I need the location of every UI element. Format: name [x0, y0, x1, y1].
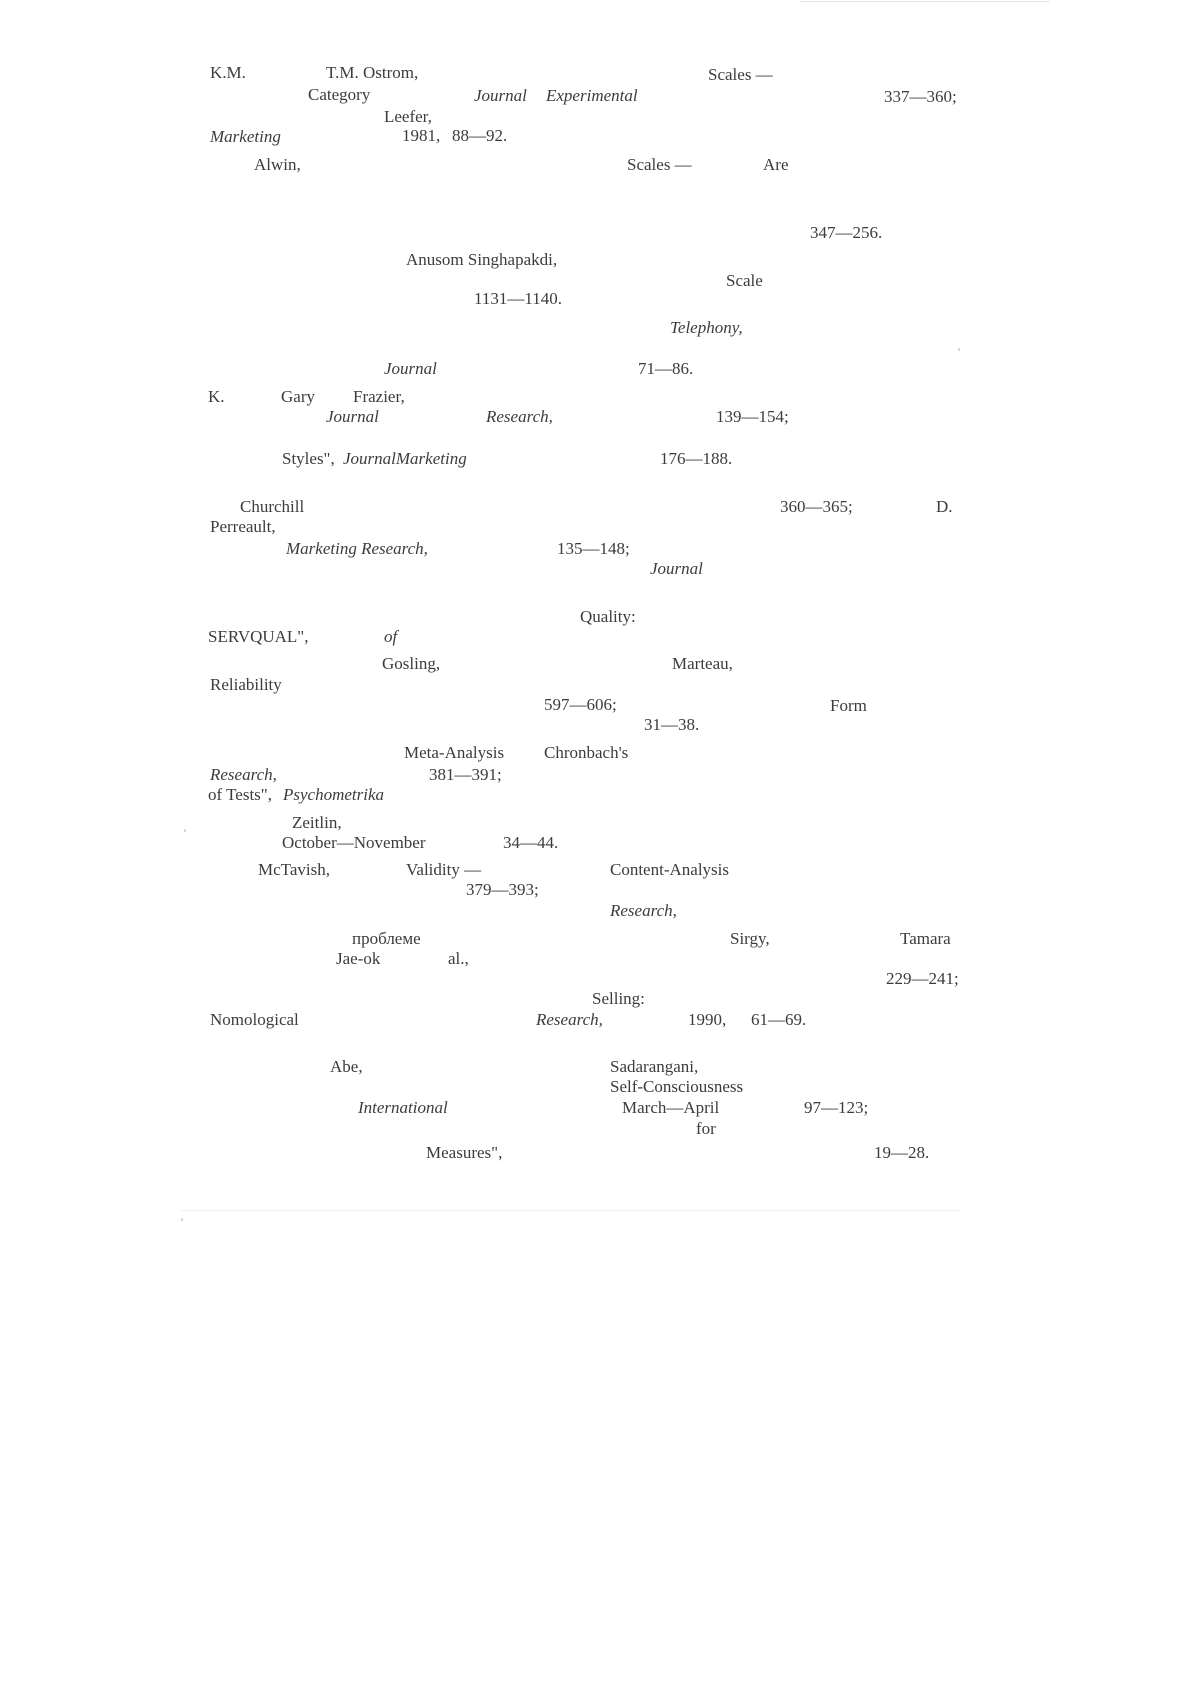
- ref-fragment: Journal: [384, 359, 437, 378]
- ref-fragment: Perreault,: [210, 517, 276, 536]
- scan-edge-line: [800, 1, 1050, 2]
- ref-fragment: 1990,: [688, 1010, 727, 1029]
- ref-fragment: 139—154;: [716, 407, 789, 426]
- ref-fragment: Leefer,: [384, 107, 432, 126]
- ref-fragment: International: [358, 1098, 448, 1117]
- ref-fragment: Marketing Research,: [286, 539, 428, 558]
- ref-fragment: of Tests",: [208, 785, 272, 804]
- ref-fragment: Are: [763, 155, 789, 174]
- ref-fragment: Anusom Singhapakdi,: [406, 250, 558, 269]
- ref-fragment: October—November: [282, 833, 426, 852]
- ref-fragment: Research,: [210, 765, 277, 784]
- ref-fragment: Reliability: [210, 675, 282, 694]
- ref-fragment: Churchill: [240, 497, 305, 516]
- ref-fragment: Frazier,: [353, 387, 405, 406]
- ref-fragment: Meta-Analysis: [404, 743, 505, 762]
- ref-fragment: JournalMarketing: [343, 449, 467, 468]
- scan-speck: [181, 1218, 183, 1221]
- ref-fragment: 88—92.: [452, 126, 508, 145]
- ref-fragment: Journal: [474, 86, 527, 105]
- ref-fragment: for: [696, 1119, 716, 1138]
- ref-fragment: D.: [936, 497, 953, 516]
- ref-fragment: Category: [308, 85, 371, 104]
- ref-fragment: K.: [208, 387, 225, 406]
- ref-fragment: Tamara: [900, 929, 951, 948]
- ref-fragment: Quality:: [580, 607, 636, 626]
- ref-fragment: Gary: [281, 387, 315, 406]
- ref-fragment: 135—148;: [557, 539, 630, 558]
- ref-fragment: Telephony,: [670, 318, 743, 337]
- ref-fragment: 1981,: [402, 126, 441, 145]
- ref-fragment: Sadarangani,: [610, 1057, 699, 1076]
- ref-fragment: T.M. Ostrom,: [326, 63, 419, 82]
- ref-fragment: 176—188.: [660, 449, 733, 468]
- ref-fragment: Marteau,: [672, 654, 733, 673]
- ref-fragment: 381—391;: [429, 765, 502, 784]
- ref-fragment: 19—28.: [874, 1143, 930, 1162]
- ref-fragment: Abe,: [330, 1057, 363, 1076]
- ref-fragment: 34—44.: [503, 833, 559, 852]
- ref-fragment: проблеме: [352, 929, 421, 948]
- ref-fragment: Psychometrika: [283, 785, 385, 804]
- ref-fragment: 347—256.: [810, 223, 883, 242]
- ref-fragment: SERVQUAL",: [208, 627, 309, 646]
- ref-fragment: Self-Consciousness: [610, 1077, 744, 1096]
- ref-fragment: Research,: [536, 1010, 603, 1029]
- ref-fragment: 597—606;: [544, 695, 617, 714]
- ref-fragment: Measures",: [426, 1143, 503, 1162]
- ref-fragment: McTavish,: [258, 860, 330, 879]
- ref-fragment: Jae-ok: [336, 949, 381, 968]
- ref-fragment: March—April: [622, 1098, 720, 1117]
- ref-fragment: Form: [830, 696, 867, 715]
- ref-fragment: 379—393;: [466, 880, 539, 899]
- ref-fragment: 97—123;: [804, 1098, 869, 1117]
- ref-fragment: Zeitlin,: [292, 813, 342, 832]
- ref-fragment: 229—241;: [886, 969, 959, 988]
- ref-fragment: Experimental: [546, 86, 638, 105]
- scan-speck: [958, 348, 960, 351]
- ref-fragment: Marketing: [210, 127, 281, 146]
- ref-fragment: of: [384, 627, 398, 646]
- ref-fragment: 337—360;: [884, 87, 957, 106]
- ref-fragment: 31—38.: [644, 715, 700, 734]
- ref-fragment: K.M.: [210, 63, 246, 82]
- ref-fragment: 71—86.: [638, 359, 694, 378]
- ref-fragment: Content-Analysis: [610, 860, 729, 879]
- ref-fragment: Chronbach's: [544, 743, 629, 762]
- ref-fragment: Gosling,: [382, 654, 441, 673]
- ref-fragment: Nomological: [210, 1010, 299, 1029]
- ref-fragment: 1131—1140.: [474, 289, 562, 308]
- ref-fragment: Research,: [610, 901, 677, 920]
- ref-fragment: Styles",: [282, 449, 335, 468]
- scan-speck: [184, 829, 186, 832]
- ref-fragment: 61—69.: [751, 1010, 807, 1029]
- ref-fragment: Research,: [486, 407, 553, 426]
- scan-ghost-line: [180, 1210, 960, 1211]
- ref-fragment: Sirgy,: [730, 929, 770, 948]
- ref-fragment: Selling:: [592, 989, 645, 1008]
- ref-fragment: al.,: [448, 949, 469, 968]
- ref-fragment: Scales —: [627, 155, 692, 174]
- ref-fragment: Scale: [726, 271, 763, 290]
- ref-fragment: Validity —: [406, 860, 482, 879]
- ref-fragment: 360—365;: [780, 497, 853, 516]
- ref-fragment: Scales —: [708, 65, 773, 84]
- ref-fragment: Journal: [326, 407, 379, 426]
- ref-fragment: Journal: [650, 559, 703, 578]
- ref-fragment: Alwin,: [254, 155, 301, 174]
